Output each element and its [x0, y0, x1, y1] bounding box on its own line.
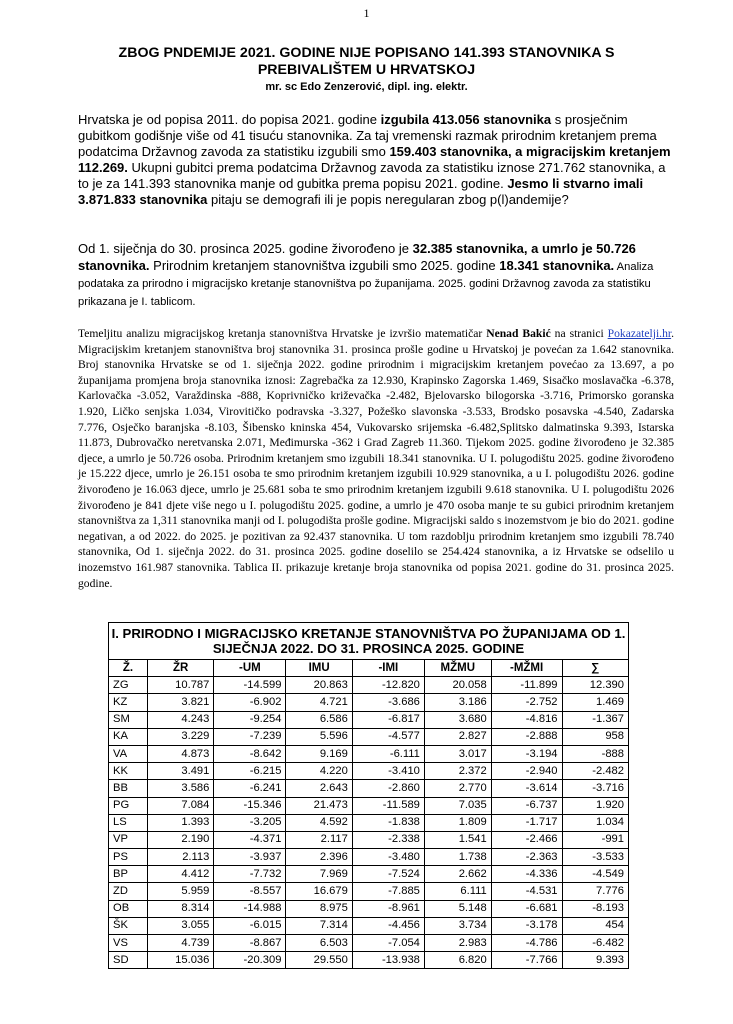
value-cell: 21.473	[286, 797, 352, 814]
value-cell: 1.393	[148, 814, 214, 831]
value-cell: 4.873	[148, 745, 214, 762]
table-row	[109, 814, 629, 831]
value-cell: -7.766	[491, 952, 562, 969]
value-cell: 7.084	[148, 797, 214, 814]
text-run: Prirodnim kretanjem stanovništva izgubili smo 2025. godine	[149, 257, 500, 273]
value-cell: -3.686	[352, 694, 424, 711]
county-code-cell: VA	[109, 745, 148, 762]
column-header: MŽMU	[424, 660, 491, 677]
value-cell: -7.054	[352, 935, 424, 952]
value-cell: -20.309	[214, 952, 286, 969]
value-cell: 29.550	[286, 952, 352, 969]
text-run: Hrvatska je od popisa 2011. do popisa 2021. godine	[78, 112, 381, 127]
county-code-cell: KZ	[109, 694, 148, 711]
value-cell: 1.469	[562, 694, 628, 711]
table-caption: I. PRIRODNO I MIGRACIJSKO KRETANJE STANOVNIŠTVA PO ŽUPANIJAMA OD 1. SIJEČNJA 2022. DO 31. PROSINCA 2025. GODINE	[109, 623, 629, 660]
value-cell: -13.938	[352, 952, 424, 969]
table-row	[109, 780, 629, 797]
value-cell: 4.243	[148, 711, 214, 728]
value-cell: -991	[562, 831, 628, 848]
value-cell: -6.482	[562, 935, 628, 952]
value-cell: -6.902	[214, 694, 286, 711]
value-cell: -1.838	[352, 814, 424, 831]
value-cell: 2.643	[286, 780, 352, 797]
value-cell: -6.015	[214, 917, 286, 934]
value-cell: -3.480	[352, 849, 424, 866]
value-cell: 9.393	[562, 952, 628, 969]
value-cell: -4.371	[214, 831, 286, 848]
text-run: s prosječnim gubitkom godišnje više od 41 tisuću stanovnika. Za taj vremenski razmak prirodnim kretanjem prema podatcima Državnog zavoda za statistiku izgubili smo	[78, 112, 657, 159]
value-cell: 7.314	[286, 917, 352, 934]
value-cell: -3.716	[562, 780, 628, 797]
column-header: IMU	[286, 660, 352, 677]
intro-paragraph	[78, 112, 678, 208]
value-cell: -6.241	[214, 780, 286, 797]
value-cell: 6.503	[286, 935, 352, 952]
value-cell: -6.215	[214, 763, 286, 780]
value-cell: -12.820	[352, 677, 424, 694]
county-code-cell: PG	[109, 797, 148, 814]
value-cell: 3.491	[148, 763, 214, 780]
value-cell: -7.524	[352, 866, 424, 883]
value-cell: 5.596	[286, 728, 352, 745]
county-code-cell: KA	[109, 728, 148, 745]
value-cell: 2.117	[286, 831, 352, 848]
value-cell: -3.194	[491, 745, 562, 762]
column-header: ŽR	[148, 660, 214, 677]
table-body	[109, 677, 629, 969]
migration-analysis-paragraph	[78, 326, 674, 591]
value-cell: 4.592	[286, 814, 352, 831]
value-cell: -4.816	[491, 711, 562, 728]
table-row	[109, 763, 629, 780]
value-cell: -4.336	[491, 866, 562, 883]
text-run: Temeljitu analizu migracijskog kretanja stanovništva Hrvatske je izvršio matematičar	[78, 327, 487, 340]
value-cell: 20.058	[424, 677, 491, 694]
value-cell: 2.190	[148, 831, 214, 848]
value-cell: -7.239	[214, 728, 286, 745]
bold-run: 18.341 stanovnika.	[499, 257, 615, 273]
value-cell: 6.111	[424, 883, 491, 900]
value-cell: -888	[562, 745, 628, 762]
column-header: ∑	[562, 660, 628, 677]
table-row	[109, 694, 629, 711]
bold-run: 159.403 stanovnika, a migracijskim kretanjem 112.269.	[78, 144, 671, 175]
value-cell: -14.988	[214, 900, 286, 917]
value-cell: -4.456	[352, 917, 424, 934]
value-cell: -4.577	[352, 728, 424, 745]
value-cell: -8.193	[562, 900, 628, 917]
value-cell: -6.737	[491, 797, 562, 814]
value-cell: -6.817	[352, 711, 424, 728]
value-cell: -14.599	[214, 677, 286, 694]
value-cell: -7.732	[214, 866, 286, 883]
value-cell: -3.205	[214, 814, 286, 831]
table-row	[109, 728, 629, 745]
text-run: Od 1. siječnja do 30. prosinca 2025. godine živorođeno je	[78, 241, 413, 256]
bold-run: izgubila 413.056 stanovnika	[380, 112, 552, 127]
value-cell: 5.148	[424, 900, 491, 917]
value-cell: -2.860	[352, 780, 424, 797]
value-cell: -2.338	[352, 831, 424, 848]
text-run: na stranici	[550, 327, 608, 340]
author-line: mr. sc Edo Zenzerović, dipl. ing. elektr.	[265, 81, 468, 93]
value-cell: -6.111	[352, 745, 424, 762]
value-cell: -6.681	[491, 900, 562, 917]
value-cell: 4.220	[286, 763, 352, 780]
value-cell: 7.035	[424, 797, 491, 814]
value-cell: 2.372	[424, 763, 491, 780]
table-row	[109, 797, 629, 814]
county-code-cell: BB	[109, 780, 148, 797]
value-cell: 454	[562, 917, 628, 934]
value-cell: 3.680	[424, 711, 491, 728]
value-cell: 3.586	[148, 780, 214, 797]
value-cell: 1.541	[424, 831, 491, 848]
column-header: -IMI	[352, 660, 424, 677]
value-cell: -15.346	[214, 797, 286, 814]
table-row	[109, 866, 629, 883]
county-code-cell: ŠK	[109, 917, 148, 934]
table-row	[109, 677, 629, 694]
value-cell: -4.786	[491, 935, 562, 952]
county-code-cell: ZD	[109, 883, 148, 900]
county-code-cell: BP	[109, 866, 148, 883]
county-code-cell: VP	[109, 831, 148, 848]
value-cell: 3.734	[424, 917, 491, 934]
value-cell: -2.466	[491, 831, 562, 848]
value-cell: -2.482	[562, 763, 628, 780]
value-cell: -3.410	[352, 763, 424, 780]
county-code-cell: SM	[109, 711, 148, 728]
value-cell: 6.820	[424, 952, 491, 969]
county-code-cell: PS	[109, 849, 148, 866]
value-cell: -2.752	[491, 694, 562, 711]
value-cell: 10.787	[148, 677, 214, 694]
county-migration-table	[108, 622, 629, 969]
value-cell: -4.549	[562, 866, 628, 883]
table-row	[109, 745, 629, 762]
value-cell: 4.412	[148, 866, 214, 883]
value-cell: 5.959	[148, 883, 214, 900]
value-cell: -7.885	[352, 883, 424, 900]
table-row	[109, 900, 629, 917]
value-cell: 3.821	[148, 694, 214, 711]
value-cell: 3.229	[148, 728, 214, 745]
county-code-cell: VS	[109, 935, 148, 952]
table-header-row	[109, 660, 629, 677]
county-code-cell: ZG	[109, 677, 148, 694]
value-cell: 12.390	[562, 677, 628, 694]
table-row	[109, 917, 629, 934]
value-cell: 8.975	[286, 900, 352, 917]
county-code-cell: LS	[109, 814, 148, 831]
value-cell: -8.867	[214, 935, 286, 952]
table-row	[109, 935, 629, 952]
value-cell: 4.721	[286, 694, 352, 711]
value-cell: -2.940	[491, 763, 562, 780]
value-cell: 4.739	[148, 935, 214, 952]
value-cell: 2.113	[148, 849, 214, 866]
value-cell: 1.738	[424, 849, 491, 866]
value-cell: -4.531	[491, 883, 562, 900]
value-cell: -11.899	[491, 677, 562, 694]
value-cell: -8.557	[214, 883, 286, 900]
county-code-cell: KK	[109, 763, 148, 780]
value-cell: 2.827	[424, 728, 491, 745]
value-cell: 16.679	[286, 883, 352, 900]
table-row	[109, 883, 629, 900]
value-cell: 6.586	[286, 711, 352, 728]
value-cell: -9.254	[214, 711, 286, 728]
value-cell: -1.367	[562, 711, 628, 728]
bold-run: 32.385 stanovnika, a umrlo je 50.726 stanovnika.	[78, 241, 636, 273]
value-cell: 2.770	[424, 780, 491, 797]
value-cell: -3.937	[214, 849, 286, 866]
births-deaths-paragraph	[78, 241, 678, 310]
county-code-cell: SD	[109, 952, 148, 969]
value-cell: 3.186	[424, 694, 491, 711]
table-row	[109, 952, 629, 969]
text-run: Analiza podataka za prirodno i migracijsko kretanje stanovništva po županijama. 2025. godini Državnog zavoda za statistiku prikazana je I. tablicom.	[78, 260, 654, 308]
value-cell: -2.363	[491, 849, 562, 866]
value-cell: 3.017	[424, 745, 491, 762]
value-cell: -3.533	[562, 849, 628, 866]
document-title: ZBOG PNDEMIJE 2021. GODINE NIJE POPISANO 141.393 STANOVNIKA S PREBIVALIŠTEM U HRVATSKOJ	[118, 45, 615, 78]
value-cell: 2.662	[424, 866, 491, 883]
value-cell: 20.863	[286, 677, 352, 694]
bold-run: Jesmo li stvarno imali 3.871.833 stanovnika	[78, 176, 644, 207]
value-cell: 15.036	[148, 952, 214, 969]
column-header: Ž.	[109, 660, 148, 677]
value-cell: -3.614	[491, 780, 562, 797]
value-cell: 9.169	[286, 745, 352, 762]
bold-run: Nenad Bakić	[486, 327, 551, 340]
value-cell: 958	[562, 728, 628, 745]
table-row	[109, 711, 629, 728]
value-cell: 1.920	[562, 797, 628, 814]
value-cell: 2.396	[286, 849, 352, 866]
column-header: -UM	[214, 660, 286, 677]
text-run: pitaju se demografi ili je popis neregularan zbog p(l)andemije?	[207, 192, 569, 207]
value-cell: -8.961	[352, 900, 424, 917]
text-run: . Migracijskim kretanjem stanovništva broj stanovnika 31. prosinca prošle godine u Hrvatskoj je povećan za 1.642 stanovnika. Broj stanovnika Hrvatske se od 1. siječnja 2022. godine prirodnim i migracijskim kretanjem povećao za 13.697, a po županijama promjena broja stanovnika iznosi: Zagrebačka za 12.930, Krapinsko Zagorska 1.469, Sisačko moslavačka -6.378, Karlovačka -3.052, Varaždinska -888, Koprivničko križevačka -2.482, Bjelovarsko bilogorska -3.716, Primorsko goranska 1.920, Ličko senjska 1.034, Virovitičko podravska -3.327, Požeško slavonska -3.533, Brodsko posavska -4.540, Zadarska 7.776, Osječko baranjska -8.103, Šibensko kninska 454, Vukovarsko srijemska -6.482,Splitsko dalmatinska 9.393, Istarska 11.873, Dubrovačko neretvanska 2.071, Međimurska -362 i Grad Zagreb 11.360. Tijekom 2025. godine živorođeno je 32.385 djece, a umrlo je 50.726 osoba. Prirodnim kretanjem smo izgubili 18.341 stanovnika. U I. polugodištu 2025. godine živorođeno je 15.222 djece, umrlo je 26.151 osoba te smo prirodnim kretanjem izgubili 10.929 stanovnika, a u I. polugodištu 2026. godine živorođeno je 16.063 djece, umrlo je 25.681 soba te smo prirodnim kretanjem izgubili 9.618 stanovnika. U I. polugodištu 2026 živorođeno je 841 djete više nego u I. polugodištu 2025. godine, a umrlo je 470 osoba manje te su gubici prirodnim kretanjem stanovništva za 1,311 stanovnika manji od I. polugodišta prošle godine. Migracijski saldo s inozemstvom je bio do 2021. godine negativan, a od 2022. do 2025. je pozitivan za 92.437 stanovnika. U tom razdoblju prirodnim kretanjem smo izgubili 78.740 stanovnika, Od 1. siječnja 2022. do 31. prosinca 2025. godine doselilo se 254.424 stanovnika, a iz Hrvatske se odselilo u inozemstvo 161.987 stanovnika. Tablica II. prikazuje kretanje broja stanovnika od popisa 2021. godine do 31. prosinca 2025. godine.	[78, 327, 674, 590]
value-cell: 7.776	[562, 883, 628, 900]
value-cell: 1.809	[424, 814, 491, 831]
value-cell: -1.717	[491, 814, 562, 831]
table-row	[109, 849, 629, 866]
value-cell: -3.178	[491, 917, 562, 934]
county-code-cell: OB	[109, 900, 148, 917]
value-cell: -8.642	[214, 745, 286, 762]
value-cell: 7.969	[286, 866, 352, 883]
value-cell: 1.034	[562, 814, 628, 831]
column-header: -MŽMI	[491, 660, 562, 677]
value-cell: 3.055	[148, 917, 214, 934]
page-number: 1	[363, 6, 370, 20]
table-row	[109, 831, 629, 848]
value-cell: -2.888	[491, 728, 562, 745]
value-cell: -11.589	[352, 797, 424, 814]
pokazatelji-link[interactable]: Pokazatelji.hr	[607, 327, 672, 340]
value-cell: 8.314	[148, 900, 214, 917]
value-cell: 2.983	[424, 935, 491, 952]
text-run: Ukupni gubitci prema podatcima Državnog zavoda za statistiku iznose 271.762 stanovnika, a to je za 141.393 stanovnika manje od gubitka prema popisu 2021. godine.	[78, 160, 666, 191]
